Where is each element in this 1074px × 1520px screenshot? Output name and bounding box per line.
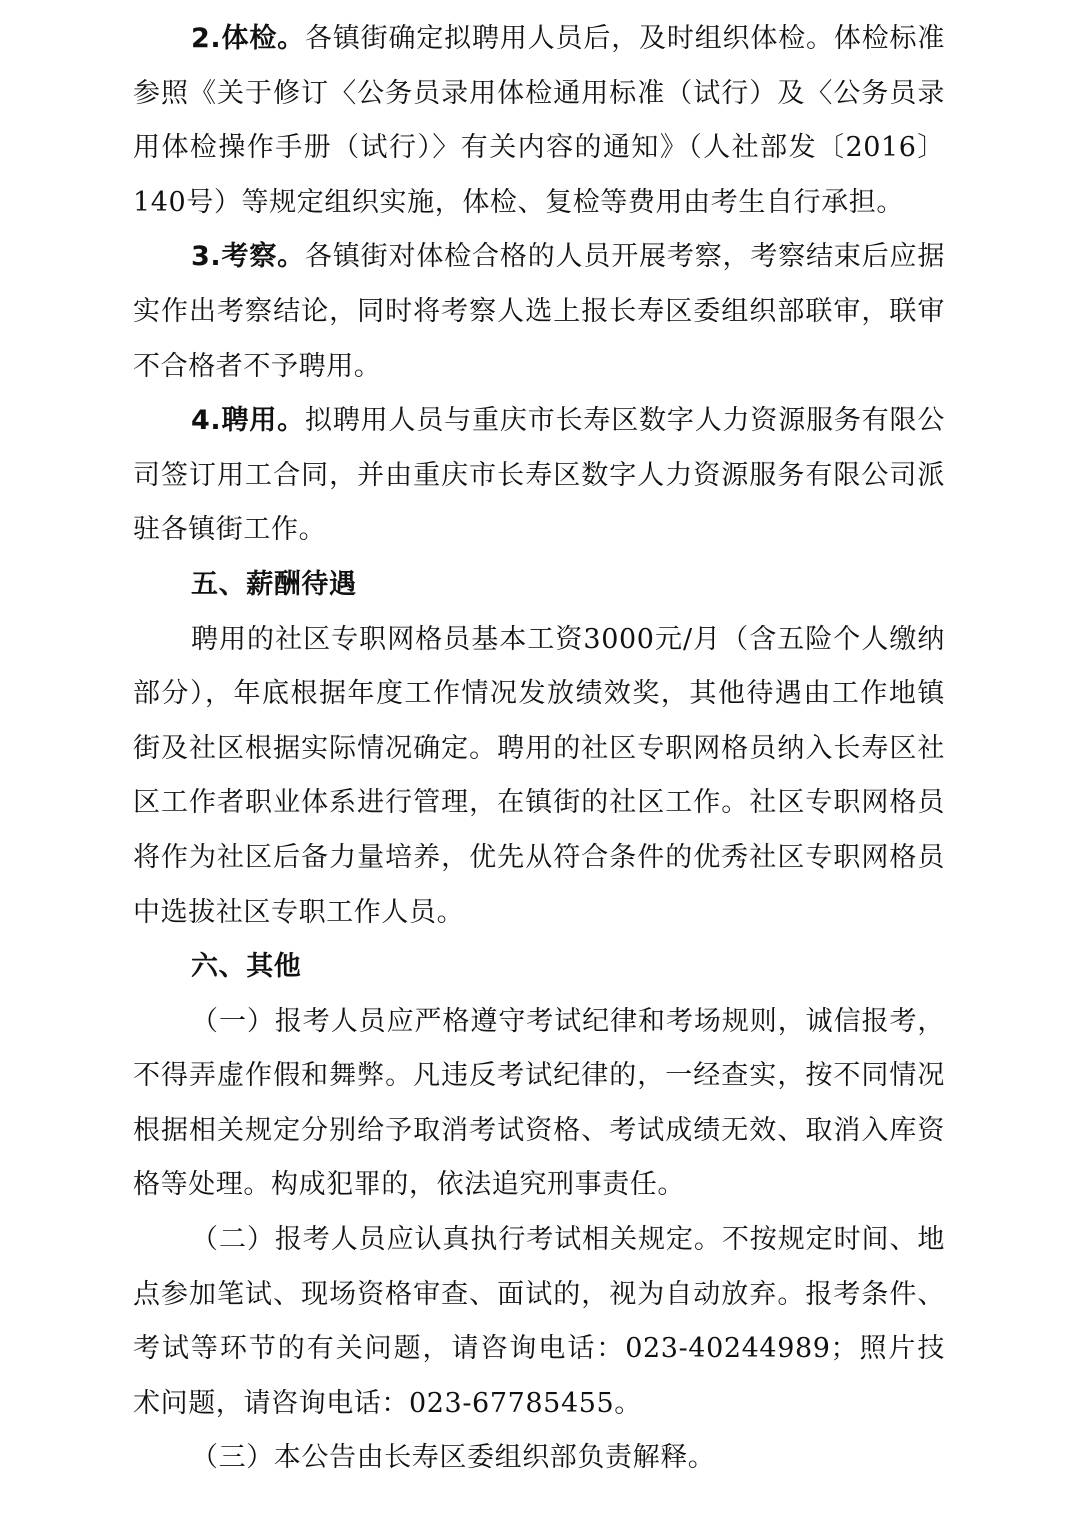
section-heading: 2.体检。 bbox=[191, 23, 305, 54]
heading-salary: 五、薪酬待遇 bbox=[191, 568, 357, 600]
other-item-1: （一）报考人员应严格遵守考试纪律和考场规则，诚信报考，不得弄虚作假和舞弊。凡违反考试纪律的，一经查实，按不同情况根据相关规定分别给予取消考试资格、考试成绩无效、取消入库资格等处理。构成犯罪的，依法追究刑事责任。 bbox=[133, 1005, 945, 1201]
section-heading: 4.聘用。 bbox=[191, 405, 305, 437]
salary-paragraph: 聘用的社区专职网格员基本工资3000元/月（含五险个人缴纳部分），年底根据年度工作情况发放绩效奖，其他待遇由工作地镇街及社区根据实际情况确定。聘用的社区专职网格员纳入长寿区社区工作者职业体系进行管理，在镇街的社区工作。社区专职网格员将作为社区后备力量培养，优先从符合条件的优秀社区专职网格员中选拔社区专职工作人员。 bbox=[133, 623, 945, 928]
other-item-2: （二）报考人员应认真执行考试相关规定。不按规定时间、地点参加笔试、现场资格审查、面试的，视为自动放弃。报考条件、考试等环节的有关问题，请咨询电话：023-40244989；照片技术问题，请咨询电话：023-67785455。 bbox=[133, 1224, 945, 1419]
document-page bbox=[133, 12, 945, 1486]
section-inspection bbox=[133, 230, 945, 394]
other-item-3: （三）本公告由长寿区委组织部负责解释。 bbox=[191, 1442, 716, 1474]
section-text: 各镇街对体检合格的人员开展考察，考察结束后应据实作出考察结论，同时将考察人选上报长寿区委组织部联审，联审不合格者不予聘用。 bbox=[133, 241, 945, 382]
section-text: 拟聘用人员与重庆市长寿区数字人力资源服务有限公司签订用工合同，并由重庆市长寿区数字人力资源服务有限公司派驻各镇街工作。 bbox=[133, 405, 945, 546]
section-physical-exam bbox=[133, 12, 945, 230]
section-heading: 3.考察。 bbox=[191, 241, 305, 273]
section-hiring bbox=[133, 394, 945, 558]
heading-other: 六、其他 bbox=[191, 951, 302, 983]
section-text: 各镇街确定拟聘用人员后，及时组织体检。体检标准参照《关于修订〈公务员录用体检通用标准（试行）及〈公务员录用体检操作手册（试行）〉有关内容的通知》（人社部发〔2016〕140号）等规定组织实施，体检、复检等费用由考生自行承担。 bbox=[133, 23, 945, 218]
